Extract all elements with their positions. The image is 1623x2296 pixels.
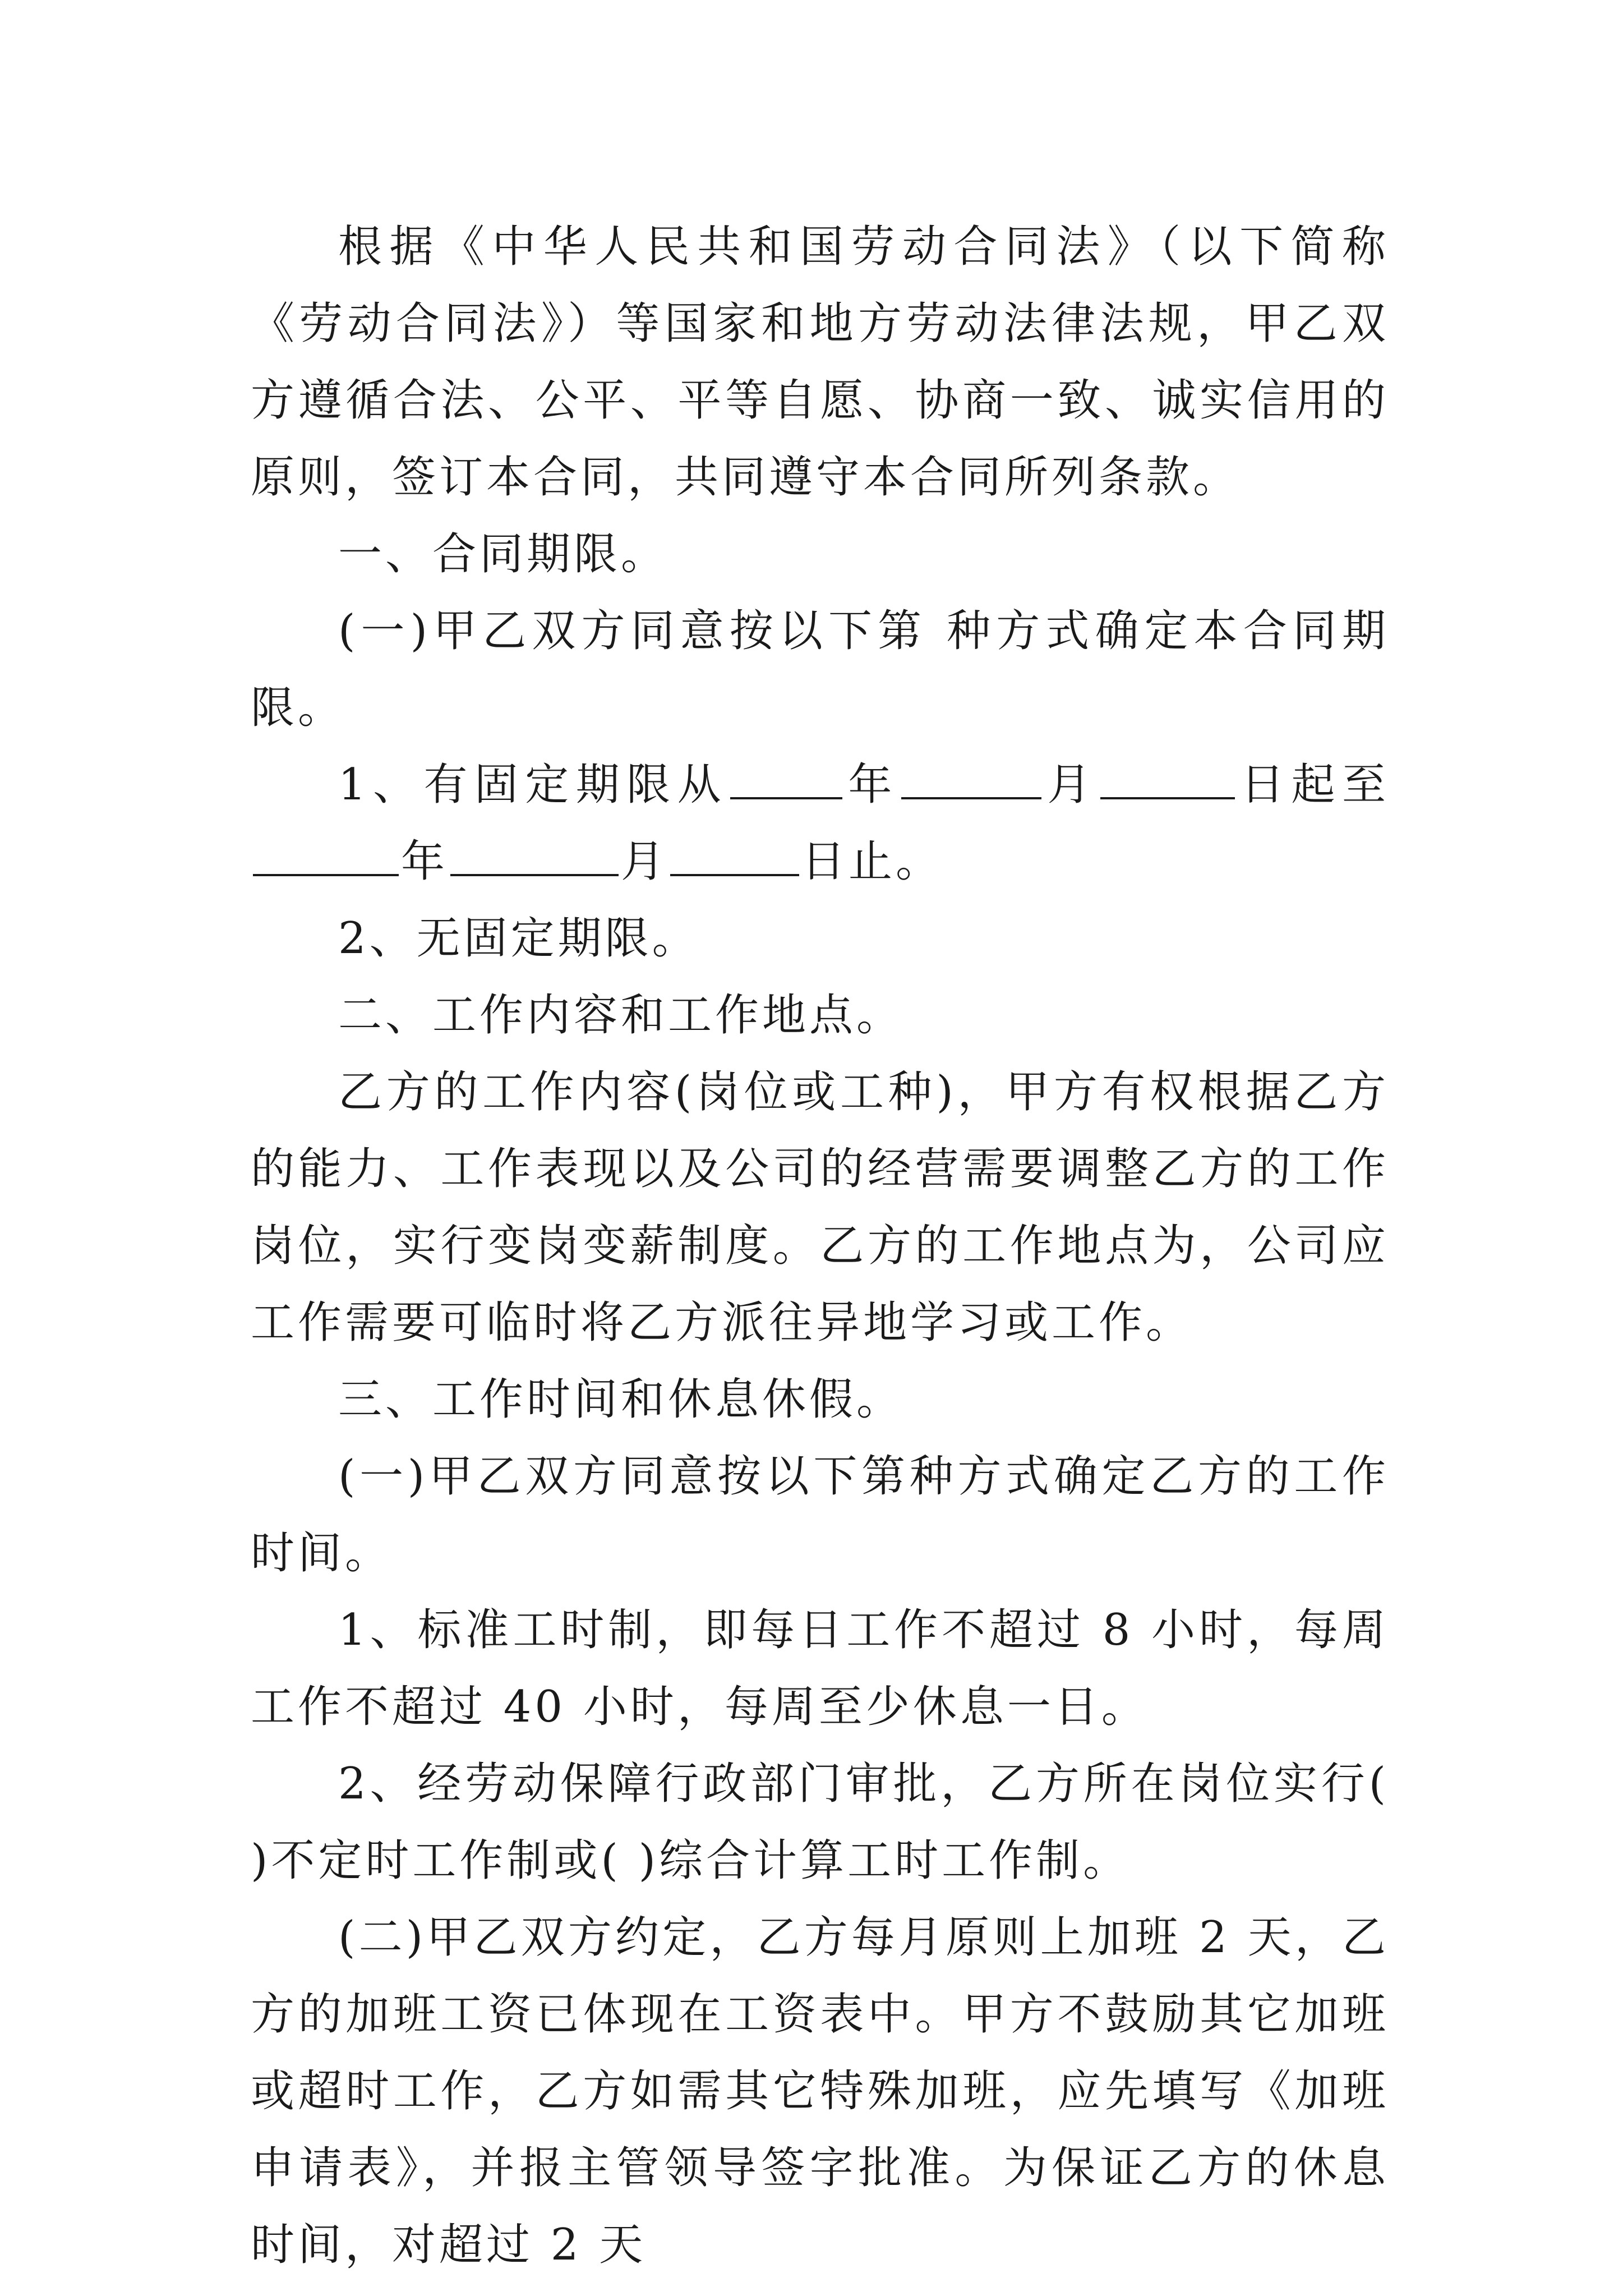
section-heading-work-content: 二、工作内容和工作地点。 xyxy=(338,990,904,1041)
fixed-term-prefix: 1、有固定期限从 xyxy=(338,760,728,810)
end-day-blank[interactable] xyxy=(670,832,799,876)
start-day-label: 日起至 xyxy=(1237,760,1389,810)
paragraph-overtime: (二)甲乙双方约定，乙方每月原则上加班 2 天，乙方的加班工资已体现在工资表中。甲方不鼓励其它加班或超时工作，乙方如需其它特殊加班，应先填写《加班申请表》，并报主管领导签字批准。为保证乙方的休息时间，对超过 2 天 xyxy=(251,1912,1389,2270)
start-month-label: 月 xyxy=(1043,760,1098,810)
start-day-blank[interactable] xyxy=(1100,756,1235,799)
section-heading-work-hours: 三、工作时间和休息休假。 xyxy=(338,1374,904,1425)
paragraph-standard-hours: 1、标准工时制，即每日工作不超过 8 小时，每周工作不超过 40 小时，每周至少休息一日。 xyxy=(251,1605,1389,1732)
document-body xyxy=(251,209,1389,2284)
end-year-blank[interactable] xyxy=(253,832,399,876)
start-year-label: 年 xyxy=(845,760,899,810)
start-month-blank[interactable] xyxy=(901,756,1041,799)
paragraph-work-hours-method: (一)甲乙双方同意按以下第种方式确定乙方的工作时间。 xyxy=(251,1451,1389,1579)
paragraph-work-content: 乙方的工作内容(岗位或工种)，甲方有权根据乙方的能力、工作表现以及公司的经营需要调整乙方的工作岗位，实行变岗变薪制度。乙方的工作地点为，公司应工作需要可临时将乙方派往异地学习或工作。 xyxy=(251,1067,1389,1348)
end-year-label: 年 xyxy=(401,836,449,887)
end-month-label: 月 xyxy=(621,836,668,887)
paragraph-fixed-term xyxy=(251,747,1389,900)
paragraph-no-fixed-term: 2、无固定期限。 xyxy=(338,913,699,964)
paragraph-flexible-hours: 2、经劳动保障行政部门审批，乙方所在岗位实行( )不定时工作制或( )综合计算工时工作制。 xyxy=(251,1759,1389,1886)
paragraph-term-method: (一)甲乙双方同意按以下第 种方式确定本合同期限。 xyxy=(251,606,1389,733)
paragraph-preamble: 根据《中华人民共和国劳动合同法》（以下简称《劳动合同法》）等国家和地方劳动法律法规，甲乙双方遵循合法、公平、平等自愿、协商一致、诚实信用的原则，签订本合同，共同遵守本合同所列条款。 xyxy=(251,222,1389,503)
section-heading-contract-term: 一、合同期限。 xyxy=(338,529,668,579)
start-year-blank[interactable] xyxy=(730,756,842,799)
end-month-blank[interactable] xyxy=(450,832,619,876)
end-day-label: 日止。 xyxy=(801,836,943,887)
